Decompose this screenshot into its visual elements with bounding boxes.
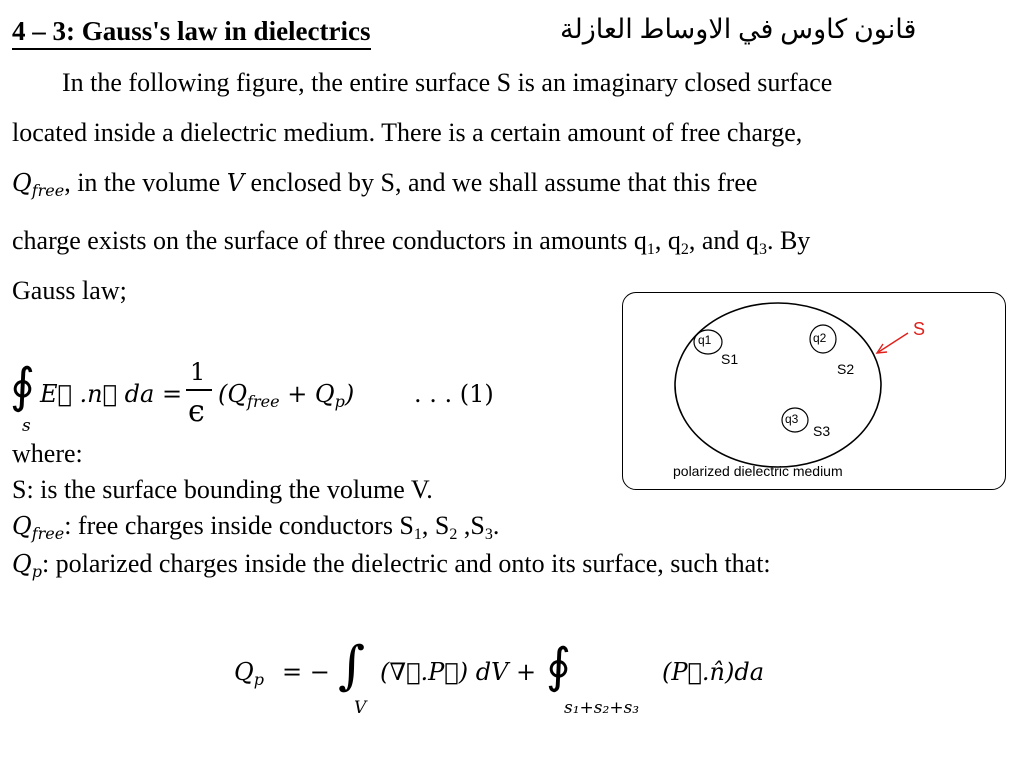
intro-paragraph (12, 58, 1004, 316)
qfree-symbol: Q (12, 169, 32, 197)
sep-b: ,S (457, 511, 485, 540)
sep-1: , q (654, 226, 681, 255)
surface-label: S (913, 319, 926, 339)
s2-label: S2 (837, 361, 855, 377)
s1-subscript: 1 (413, 526, 422, 543)
eq2-lhs (234, 658, 264, 689)
eq2-int2-subscript: s₁+s₂+s₃ (564, 698, 640, 718)
page-title: 4 – 3: Gauss's law in dielectrics (12, 14, 371, 50)
figure-diagram (623, 293, 1005, 489)
s2-subscript: 2 (449, 526, 458, 543)
eq1-rhs-close: ) (344, 380, 355, 408)
qfree-def-end: . (492, 511, 500, 540)
eq1-rhs (218, 380, 354, 411)
arrow-head-icon (877, 344, 887, 353)
qp-def-text: : polarized charges inside the dielectric and onto its surface, such that: (41, 549, 771, 578)
qfree-def-symbol: Q (12, 512, 32, 540)
eq1-rhs-open: (Q (218, 380, 248, 408)
equation-2 (234, 636, 794, 726)
para-line-5: Gauss law; (12, 276, 127, 305)
eq2-term2: (P⃗.n̂)da (662, 658, 765, 686)
eq1-rhs-sub-free: free (247, 392, 280, 411)
q2-label: q2 (813, 331, 827, 345)
para-line-4-text: charge exists on the surface of three conductors in amounts q (12, 226, 647, 255)
eq1-integral-subscript: s (22, 416, 31, 436)
s3-label: S3 (813, 423, 831, 439)
sep-a: , S (421, 511, 450, 540)
q3-label: q3 (785, 412, 799, 426)
eq1-rhs-sub-p: p (334, 392, 345, 411)
figure-panel (622, 292, 1006, 490)
para-line-3 (12, 158, 1004, 216)
q1-subscript: 1 (646, 241, 655, 258)
where-heading: where: (12, 439, 83, 468)
s3-subscript: 3 (484, 526, 493, 543)
equation-1 (10, 358, 610, 438)
para-line-4 (12, 216, 1004, 266)
arrow-line (877, 333, 908, 353)
arabic-title: قانون كاوس في الاوساط العازلة (560, 14, 917, 44)
para-line-2: located inside a dielectric medium. There is a certain amount of free charge, (12, 118, 803, 147)
qp-def-symbol: Q (12, 550, 32, 578)
qp-definition (12, 548, 771, 588)
eq1-lhs: E⃗ .n⃗ da = (40, 380, 183, 408)
para-line-3-end: enclosed by S, and we shall assume that this free (250, 168, 758, 197)
q3-subscript: 3 (758, 241, 767, 258)
closed-integral-2-icon: ∮ (546, 638, 572, 694)
eq2-lhs-sub: p (253, 670, 264, 689)
q2-subscript: 2 (680, 241, 689, 258)
eq1-label: . . . (1) (414, 380, 494, 408)
closed-integral-icon: ∮ (10, 358, 36, 414)
eq2-equals-minus: = − (282, 658, 330, 686)
eq1-fraction-bar (186, 389, 212, 391)
eq2-int1-subscript: V (354, 698, 367, 718)
closed-surface-ellipse (675, 303, 881, 467)
para-line-3-rest: , in the volume (64, 168, 221, 197)
eq1-frac-numerator: 1 (190, 358, 206, 386)
sep-2: , and q (688, 226, 759, 255)
figure-caption: polarized dielectric medium (673, 463, 843, 479)
para-line-1: In the following figure, the entire surface S is an imaginary closed surface (62, 68, 833, 97)
qfree-definition (12, 510, 499, 550)
s-definition: S: is the surface bounding the volume V. (12, 475, 433, 504)
qfree-subscript: free (31, 181, 65, 200)
qfree-def-subscript: free (31, 524, 65, 543)
qp-def-subscript: p (31, 562, 42, 581)
eq2-term1: (∇⃗.P⃗) dV + (380, 658, 537, 686)
eq1-rhs-plus: + Q (279, 380, 335, 408)
eq2-lhs-q: Q (234, 658, 254, 686)
qfree-def-text: : free charges inside conductors S (64, 511, 414, 540)
volume-integral-icon: ∫ (338, 636, 366, 696)
volume-symbol: V (226, 169, 245, 197)
q1-label: q1 (698, 333, 712, 347)
para-line-4-end: . By (766, 226, 811, 255)
s1-label: S1 (721, 351, 739, 367)
eq1-frac-denominator: ϵ (188, 394, 205, 429)
